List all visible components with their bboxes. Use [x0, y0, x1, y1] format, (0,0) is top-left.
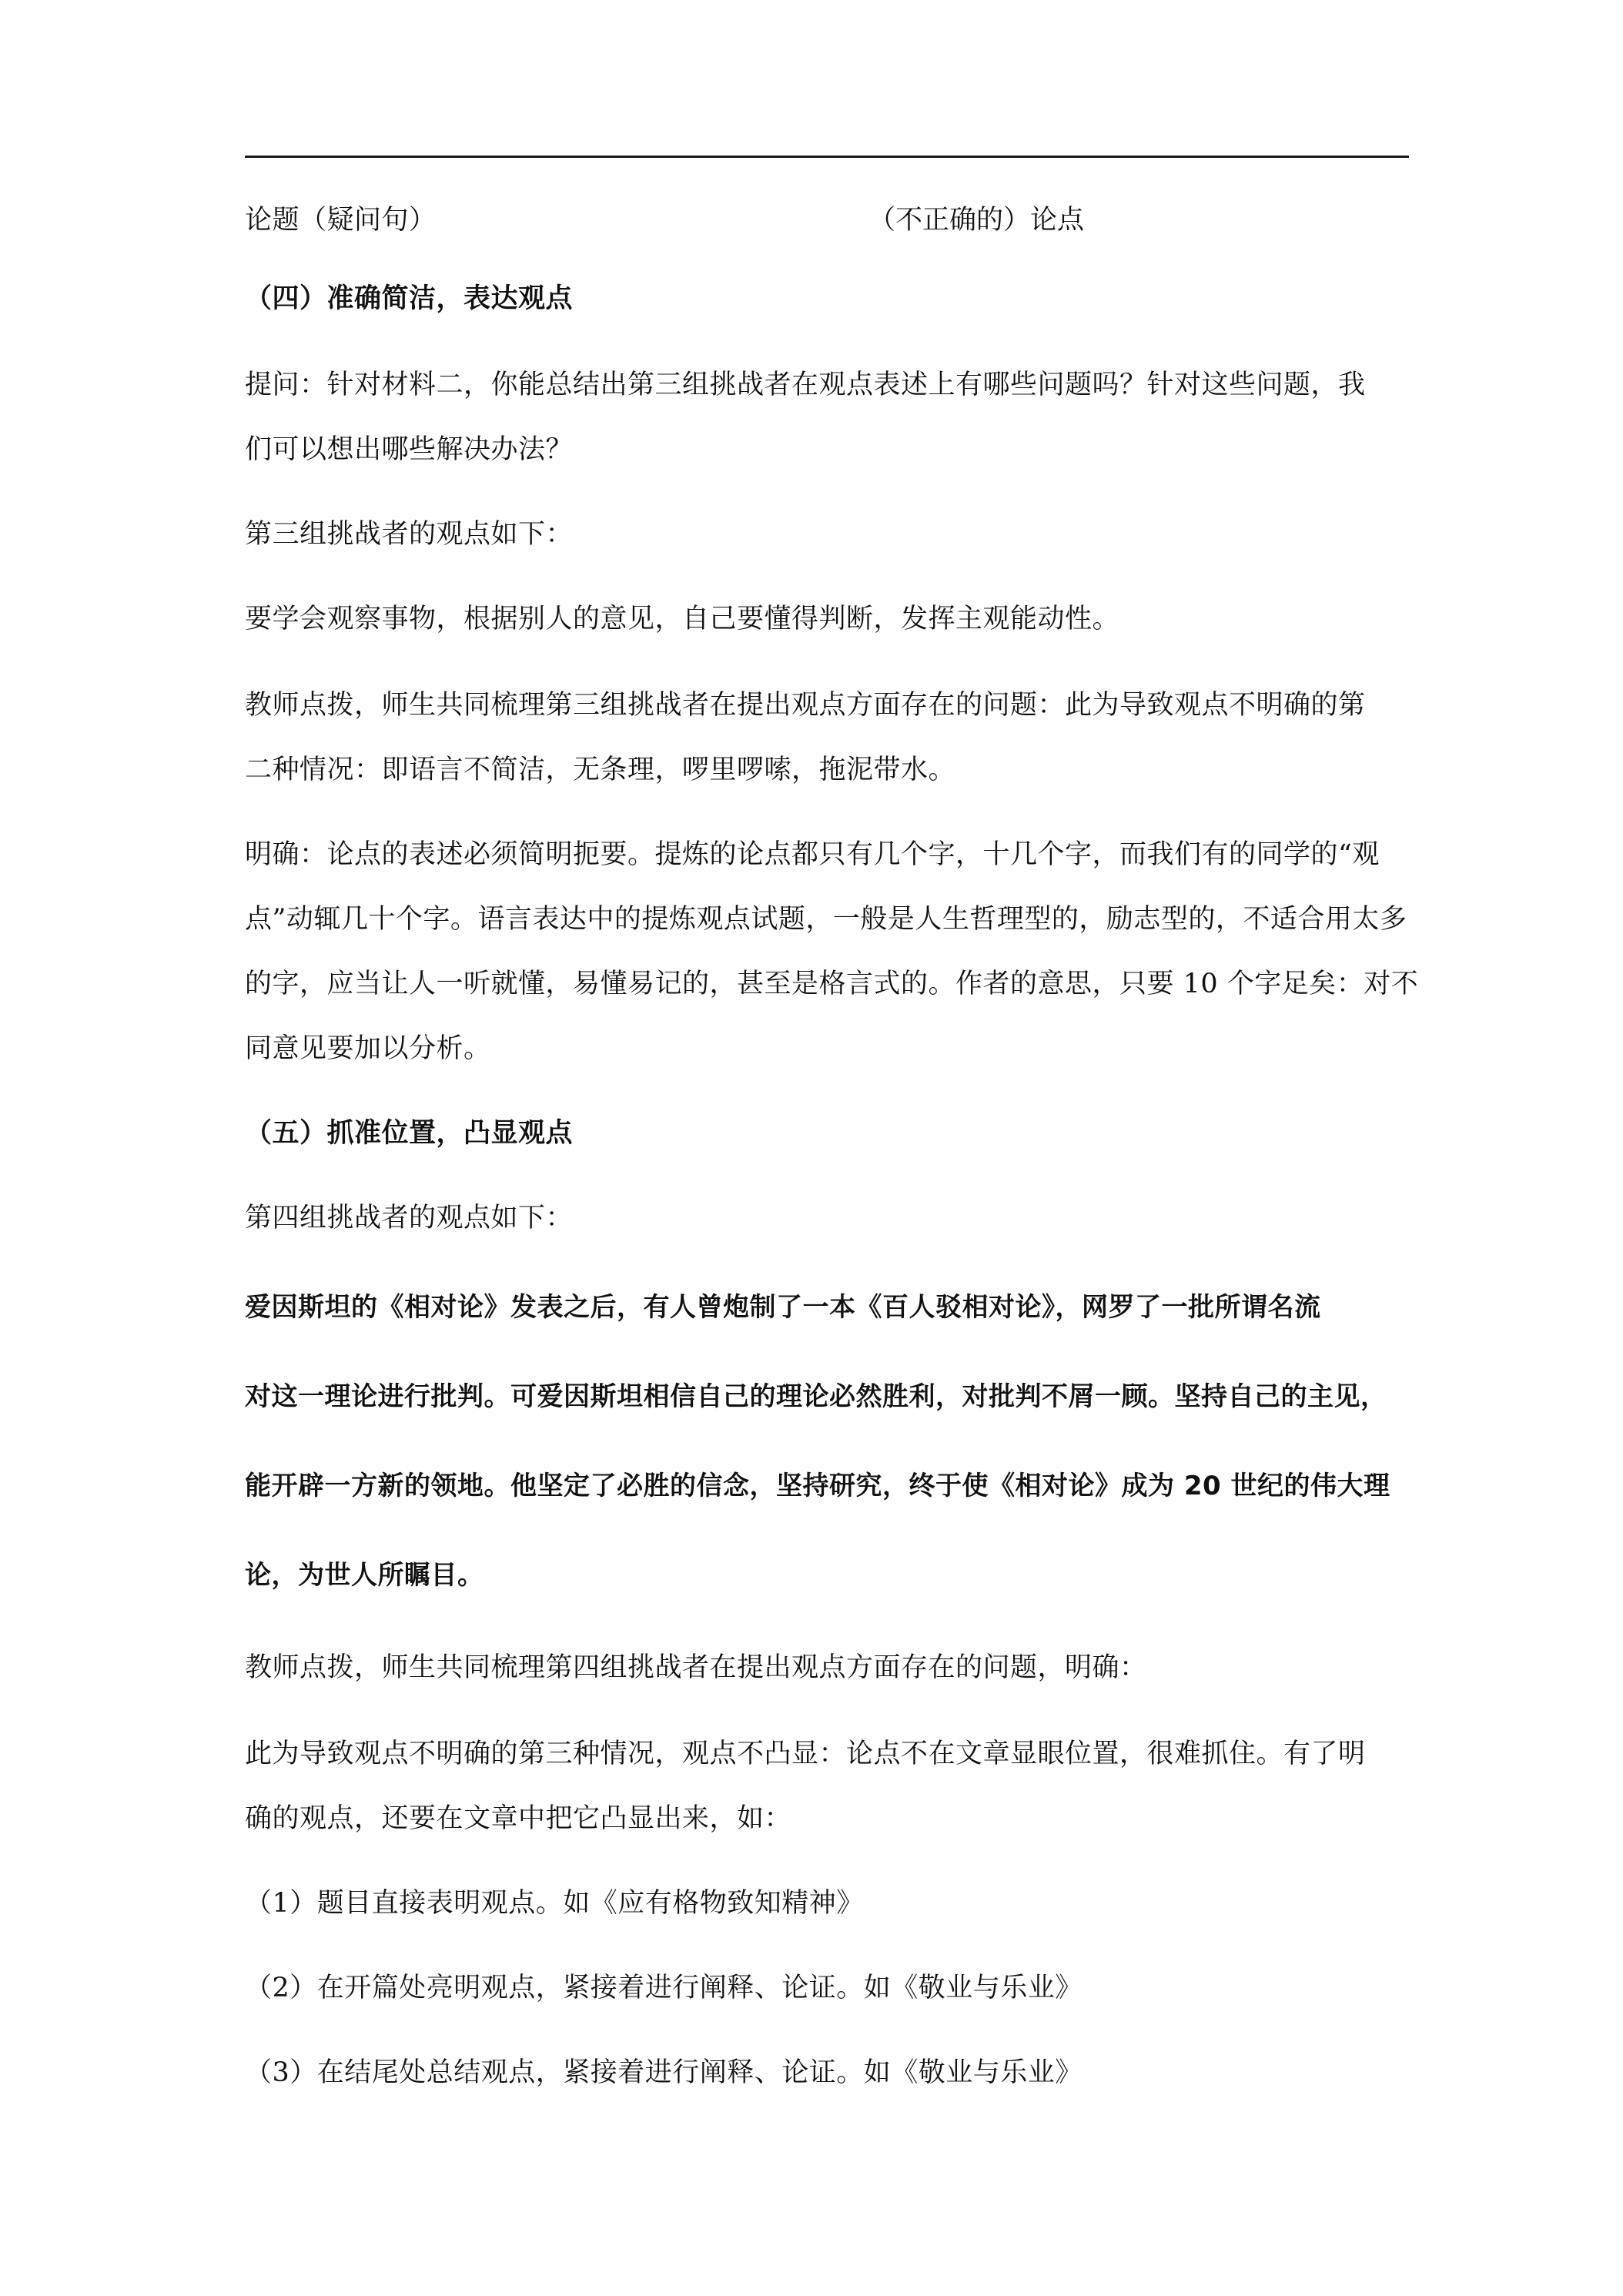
section4-heading: （四）准确简洁，表达观点 [245, 283, 574, 314]
group4-view-line-1: 爱因斯坦的《相对论》发表之后，有人曾炮制了一本《百人驳相对论》，网罗了一批所谓名流 [245, 1292, 1321, 1323]
question-line-2: 们可以想出哪些解决办法？ [245, 434, 574, 465]
group3-intro: 第三组挑战者的观点如下： [245, 519, 574, 550]
list-item-2: （2）在开篇处亮明观点，紧接着进行阐释、论证。如《敬业与乐业》 [245, 1973, 1083, 2003]
list-item-3: （3）在结尾处总结观点，紧接着进行阐释、论证。如《敬业与乐业》 [245, 2057, 1083, 2088]
teacher-point-group4: 教师点拨，师生共同梳理第四组挑战者在提出观点方面存在的问题，明确： [245, 1652, 1147, 1683]
group4-view-line-3: 能开辟一方新的领地。他坚定了必胜的信念，坚持研究，终于使《相对论》成为 20 世纪的伟大理 [245, 1471, 1390, 1501]
third-case-line-1: 此为导致观点不明确的第三种情况，观点不凸显：论点不在文章显眼位置，很难抓住。有了明 [245, 1739, 1366, 1769]
row-header-left: 论题（疑问句） [245, 205, 437, 236]
clarify-line-3: 的字，应当让人一听就懂，易懂易记的，甚至是格言式的。作者的意思，只要 10 个字足矣：对不 [245, 969, 1419, 999]
question-line-1: 提问：针对材料二，你能总结出第三组挑战者在观点表述上有哪些问题吗？针对这些问题，我 [245, 370, 1366, 400]
clarify-line-2: 点”动辄几十个字。语言表达中的提炼观点试题，一般是人生哲理型的，励志型的，不适合用太多 [245, 904, 1407, 935]
group4-view-line-2: 对这一理论进行批判。可爱因斯坦相信自己的理论必然胜利，对批判不屑一顾。坚持自己的主见， [245, 1381, 1387, 1412]
group3-view: 要学会观察事物，根据别人的意见，自己要懂得判断，发挥主观能动性。 [245, 604, 1120, 634]
group4-intro: 第四组挑战者的观点如下： [245, 1203, 574, 1233]
clarify-line-1: 明确：论点的表述必须简明扼要。提炼的论点都只有几个字，十几个字，而我们有的同学的“观 [245, 839, 1380, 870]
third-case-line-2: 确的观点，还要在文章中把它凸显出来，如： [245, 1803, 792, 1834]
header-rule [245, 156, 1409, 158]
clarify-line-4: 同意见要加以分析。 [245, 1033, 491, 1064]
teacher-point-line-1: 教师点拨，师生共同梳理第三组挑战者在提出观点方面存在的问题：此为导致观点不明确的第 [245, 690, 1366, 721]
group4-view-line-4: 论，为世人所瞩目。 [245, 1560, 484, 1591]
row-header-right: （不正确的）论点 [868, 205, 1085, 236]
list-item-1: （1）题目直接表明观点。如《应有格物致知精神》 [245, 1888, 864, 1919]
section5-heading: （五）抓准位置，凸显观点 [245, 1117, 574, 1149]
teacher-point-line-2: 二种情况：即语言不简洁，无条理，啰里啰嗦，拖泥带水。 [245, 755, 956, 785]
